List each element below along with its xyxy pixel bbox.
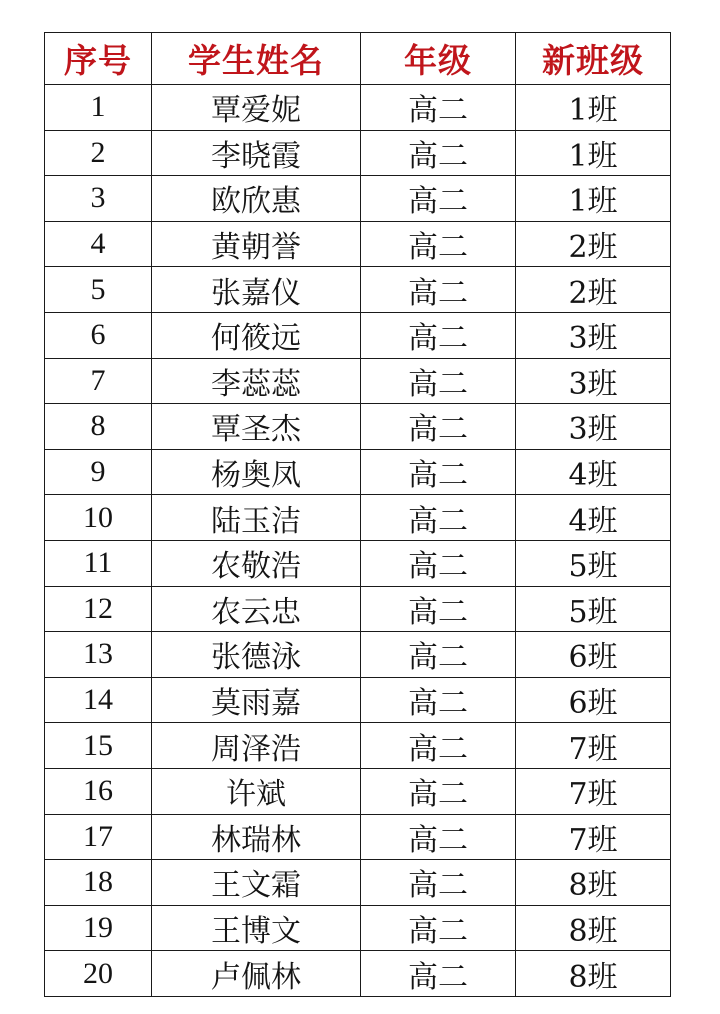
cell-index: 15 (45, 723, 152, 769)
cell-new-class: 7班 (516, 768, 671, 814)
table-row (45, 951, 671, 997)
cell-grade: 高二 (361, 130, 516, 176)
cell-grade: 高二 (361, 267, 516, 313)
cell-new-class: 6班 (516, 677, 671, 723)
cell-student-name: 农敬浩 (152, 540, 361, 586)
cell-grade: 高二 (361, 449, 516, 495)
cell-student-name: 陆玉洁 (152, 495, 361, 541)
header-index: 序号 (45, 33, 152, 85)
cell-student-name: 李蕊蕊 (152, 358, 361, 404)
cell-grade: 高二 (361, 951, 516, 997)
cell-student-name: 王博文 (152, 905, 361, 951)
cell-index: 1 (45, 85, 152, 131)
table-row (45, 221, 671, 267)
table-row (45, 860, 671, 906)
cell-index: 12 (45, 586, 152, 632)
cell-grade: 高二 (361, 358, 516, 404)
header-new-class: 新班级 (516, 33, 671, 85)
table-row (45, 449, 671, 495)
cell-grade: 高二 (361, 586, 516, 632)
cell-grade: 高二 (361, 632, 516, 678)
cell-grade: 高二 (361, 495, 516, 541)
cell-new-class: 6班 (516, 632, 671, 678)
cell-student-name: 欧欣惠 (152, 176, 361, 222)
cell-grade: 高二 (361, 540, 516, 586)
cell-student-name: 张嘉仪 (152, 267, 361, 313)
cell-student-name: 何筱远 (152, 312, 361, 358)
table-row (45, 677, 671, 723)
cell-index: 6 (45, 312, 152, 358)
table-row (45, 176, 671, 222)
cell-index: 4 (45, 221, 152, 267)
header-student-name: 学生姓名 (152, 33, 361, 85)
table-row (45, 404, 671, 450)
table-row (45, 495, 671, 541)
table-row (45, 768, 671, 814)
header-row (45, 33, 671, 85)
cell-student-name: 农云忠 (152, 586, 361, 632)
cell-new-class: 2班 (516, 221, 671, 267)
cell-student-name: 莫雨嘉 (152, 677, 361, 723)
cell-new-class: 1班 (516, 130, 671, 176)
cell-index: 2 (45, 130, 152, 176)
cell-student-name: 王文霜 (152, 860, 361, 906)
cell-grade: 高二 (361, 814, 516, 860)
cell-new-class: 4班 (516, 495, 671, 541)
table-row (45, 358, 671, 404)
cell-student-name: 周泽浩 (152, 723, 361, 769)
cell-grade: 高二 (361, 85, 516, 131)
cell-student-name: 黄朝誉 (152, 221, 361, 267)
table-row (45, 814, 671, 860)
cell-index: 19 (45, 905, 152, 951)
cell-grade: 高二 (361, 404, 516, 450)
cell-index: 18 (45, 860, 152, 906)
cell-grade: 高二 (361, 176, 516, 222)
table-row (45, 85, 671, 131)
cell-grade: 高二 (361, 677, 516, 723)
cell-new-class: 3班 (516, 404, 671, 450)
cell-index: 20 (45, 951, 152, 997)
cell-grade: 高二 (361, 312, 516, 358)
cell-student-name: 许斌 (152, 768, 361, 814)
table-row (45, 540, 671, 586)
cell-new-class: 1班 (516, 85, 671, 131)
table-row (45, 723, 671, 769)
cell-index: 9 (45, 449, 152, 495)
cell-index: 11 (45, 540, 152, 586)
table-row (45, 905, 671, 951)
cell-new-class: 7班 (516, 723, 671, 769)
table-row (45, 312, 671, 358)
cell-student-name: 李晓霞 (152, 130, 361, 176)
cell-index: 13 (45, 632, 152, 678)
cell-index: 7 (45, 358, 152, 404)
cell-index: 17 (45, 814, 152, 860)
cell-new-class: 8班 (516, 951, 671, 997)
cell-new-class: 5班 (516, 540, 671, 586)
cell-index: 8 (45, 404, 152, 450)
cell-new-class: 8班 (516, 860, 671, 906)
cell-new-class: 3班 (516, 358, 671, 404)
cell-new-class: 5班 (516, 586, 671, 632)
cell-student-name: 张德泳 (152, 632, 361, 678)
cell-student-name: 覃圣杰 (152, 404, 361, 450)
table-row (45, 267, 671, 313)
table-row (45, 586, 671, 632)
cell-student-name: 杨奥凤 (152, 449, 361, 495)
table-row (45, 632, 671, 678)
cell-index: 5 (45, 267, 152, 313)
cell-new-class: 8班 (516, 905, 671, 951)
cell-index: 16 (45, 768, 152, 814)
cell-new-class: 4班 (516, 449, 671, 495)
cell-grade: 高二 (361, 768, 516, 814)
cell-index: 14 (45, 677, 152, 723)
cell-new-class: 3班 (516, 312, 671, 358)
cell-grade: 高二 (361, 860, 516, 906)
cell-grade: 高二 (361, 723, 516, 769)
table-row (45, 130, 671, 176)
cell-index: 3 (45, 176, 152, 222)
cell-student-name: 覃爱妮 (152, 85, 361, 131)
class-assignment-sheet (44, 32, 670, 997)
header-grade: 年级 (361, 33, 516, 85)
cell-new-class: 7班 (516, 814, 671, 860)
cell-index: 10 (45, 495, 152, 541)
cell-grade: 高二 (361, 905, 516, 951)
class-assignment-table (44, 32, 671, 997)
cell-grade: 高二 (361, 221, 516, 267)
cell-new-class: 2班 (516, 267, 671, 313)
cell-student-name: 卢佩林 (152, 951, 361, 997)
cell-student-name: 林瑞林 (152, 814, 361, 860)
cell-new-class: 1班 (516, 176, 671, 222)
